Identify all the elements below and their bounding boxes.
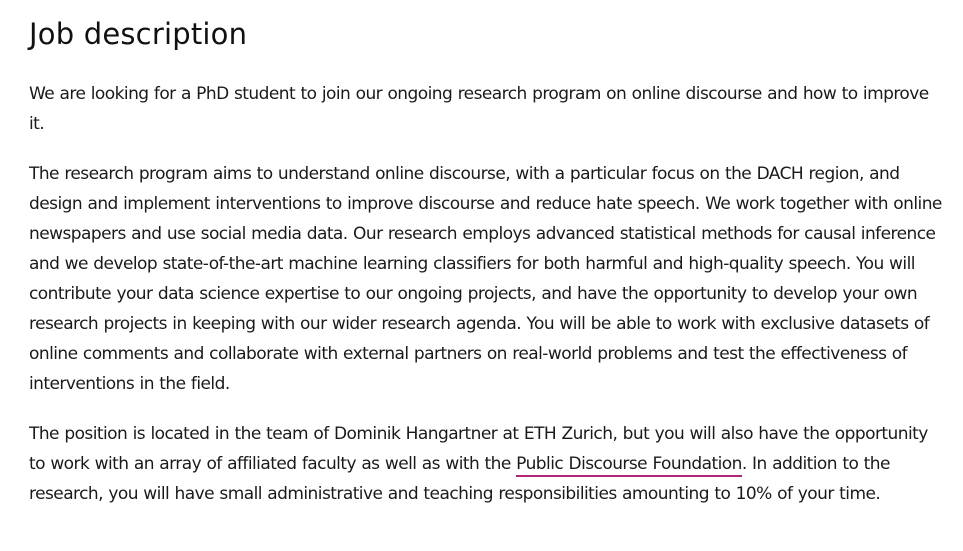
intro-paragraph: We are looking for a PhD student to join our ongoing research program on online discourse and how to improve it.	[29, 84, 929, 134]
position-paragraph	[29, 419, 949, 509]
position-text-before-link: The position is located in the team of Dominik Hangartner at ETH Zurich, but you will also have the opportunity to work with an array of affiliated faculty as well as with the	[29, 424, 928, 474]
section-title: Job description	[29, 17, 248, 51]
position-text-after-link: . In addition to the research, you will have small administrative and teaching responsibilities amounting to 10% of your time.	[29, 454, 890, 504]
research-program-paragraph: The research program aims to understand online discourse, with a particular focus on the DACH region, and design and implement interventions to improve discourse and reduce hate speech. We work together with online newspapers and use social media data. Our research employs advanced statistical methods for causal inference and we develop state-of-the-art machine learning classifiers for both harmful and high-quality speech. You will contribute your data science expertise to our ongoing projects, and have the opportunity to develop your own research projects in keeping with our wider research agenda. You will be able to work with exclusive datasets of online comments and collaborate with external partners on real-world problems and test the effectiveness of interventions in the field.	[29, 164, 942, 394]
job-description-section	[29, 14, 949, 509]
public-discourse-foundation-link[interactable]: Public Discourse Foundation	[516, 454, 742, 477]
